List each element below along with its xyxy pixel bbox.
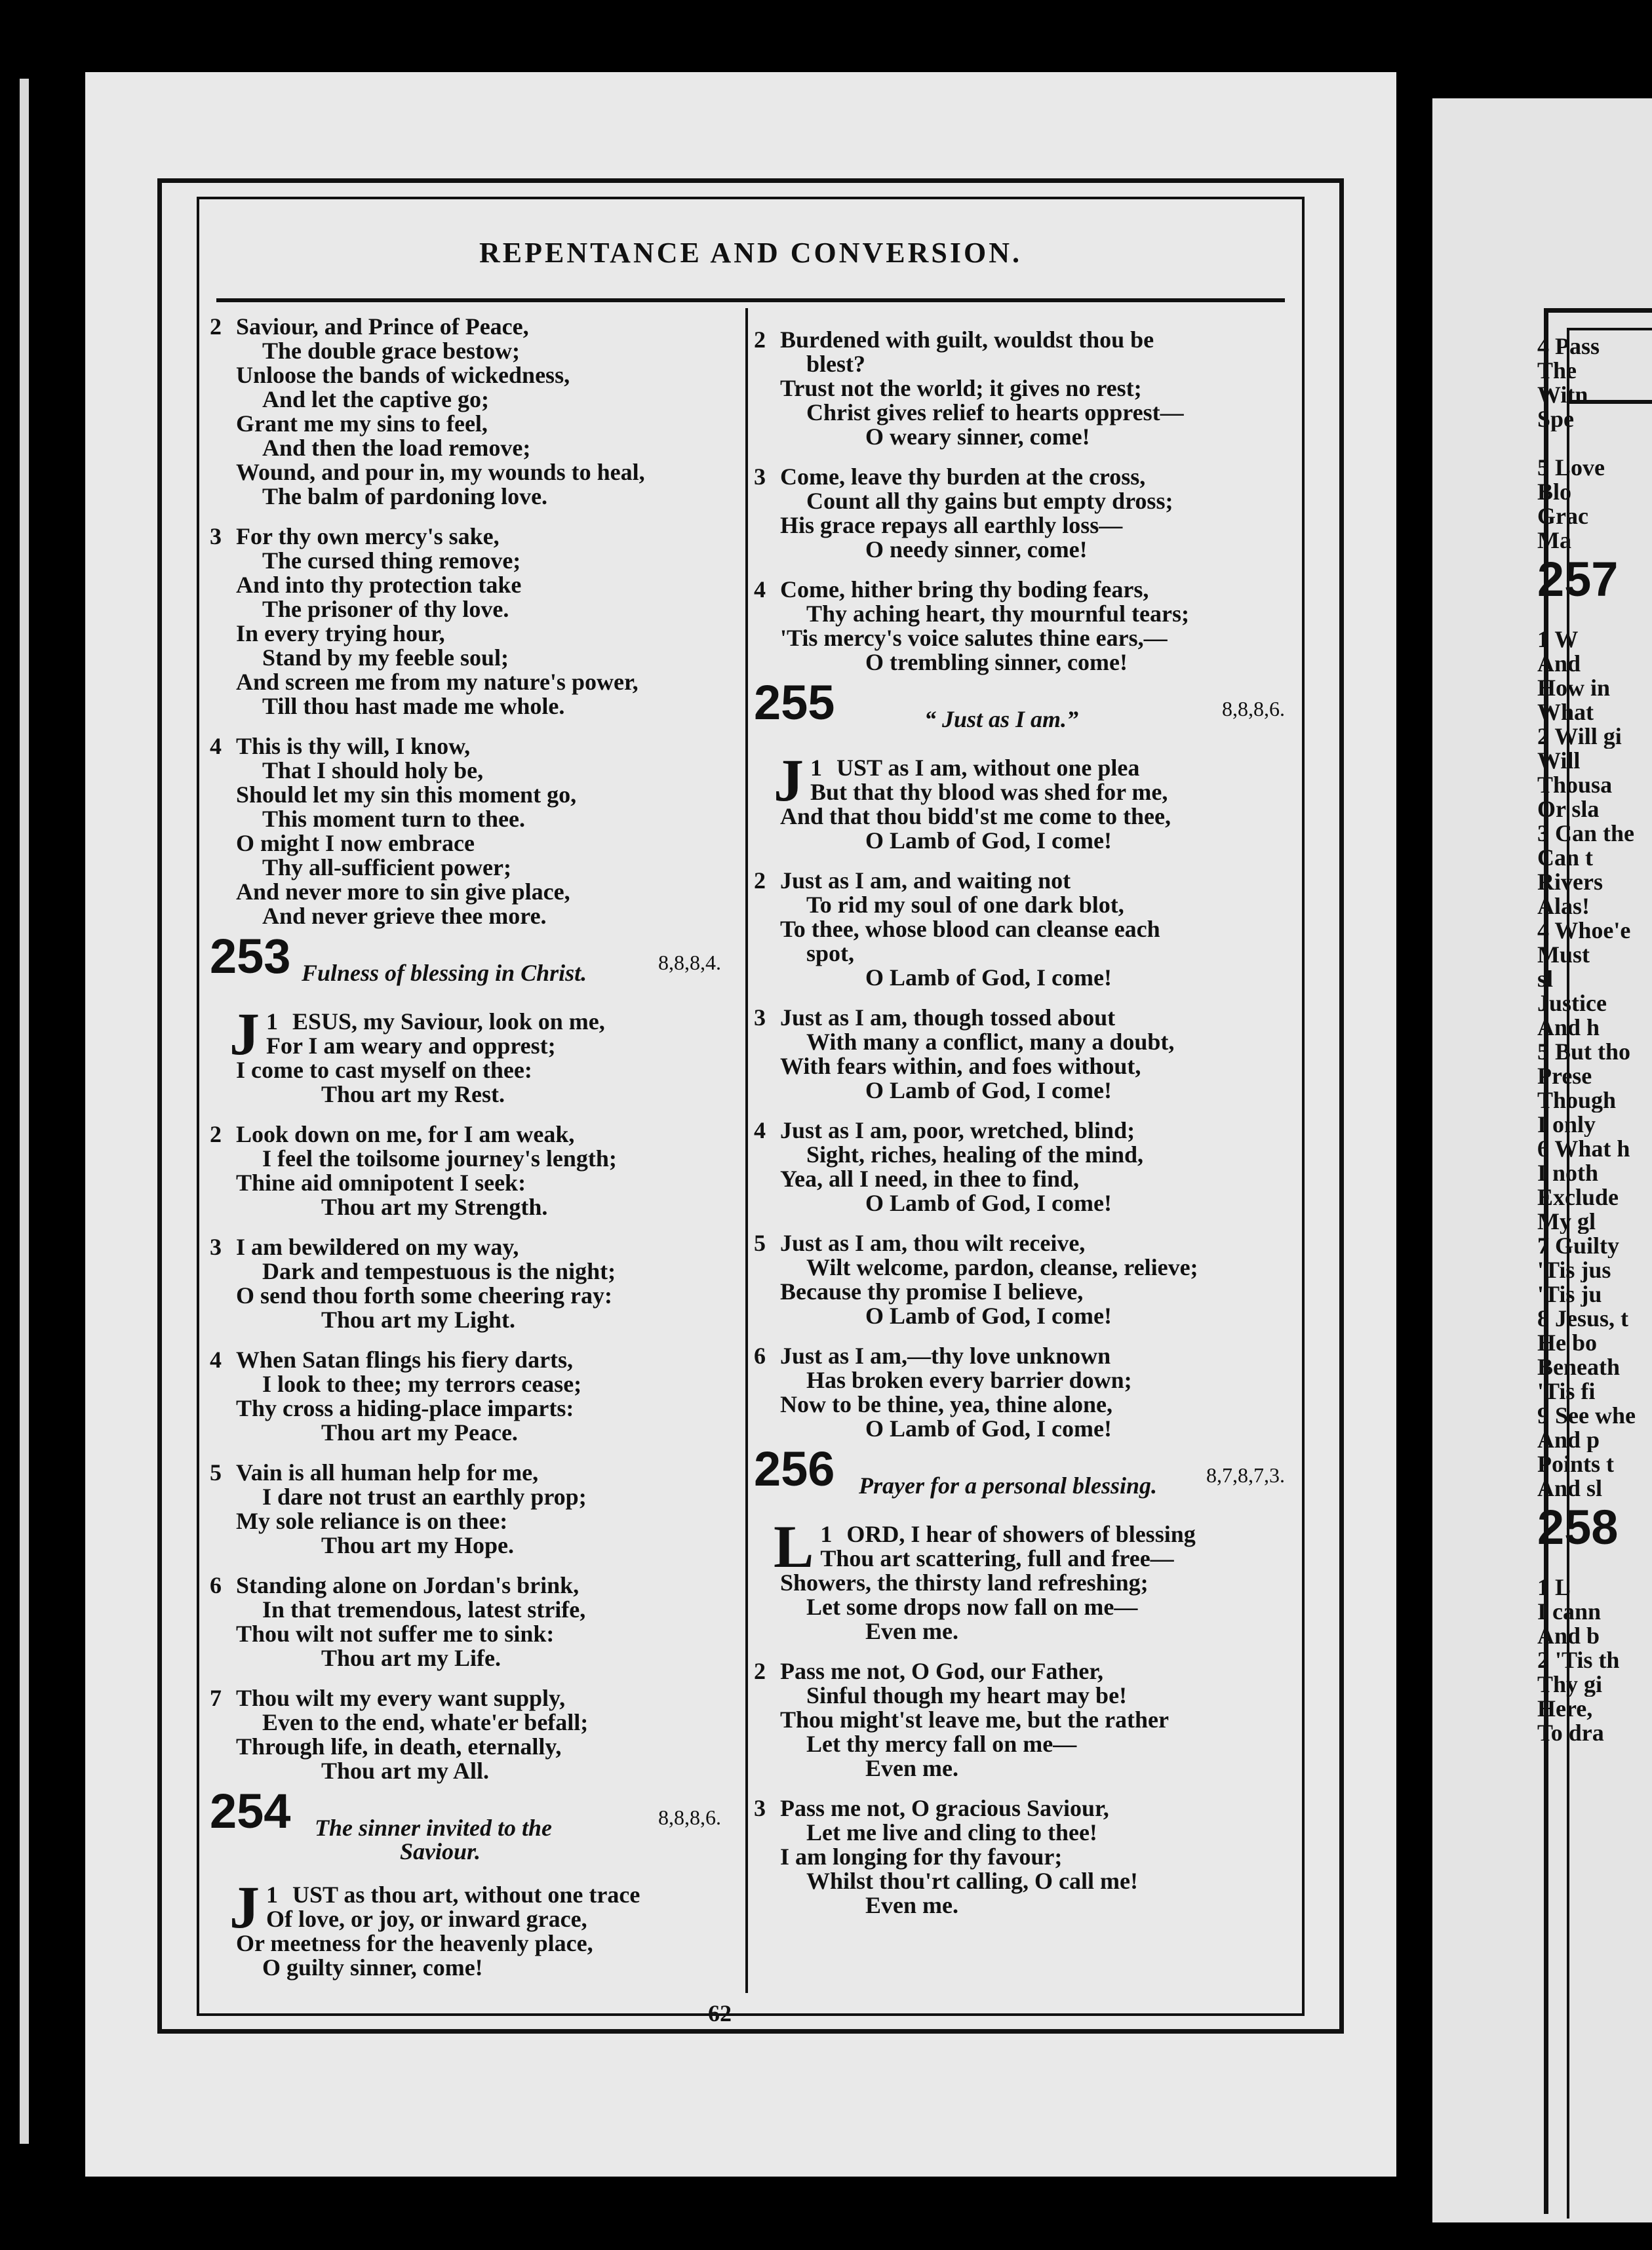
hymn-meter: 8,8,8,6. <box>1222 697 1285 720</box>
hymn-heading <box>210 1784 734 1871</box>
verse-number: 5 <box>754 1230 766 1256</box>
verse-line: 3 Pass me not, O gracious Saviour, <box>754 1795 1109 1821</box>
verse-line: O trembling sinner, come! <box>865 649 1128 675</box>
hymn-verse <box>210 734 734 928</box>
fragment-line: sl <box>1537 967 1554 991</box>
verse-line: O Lamb of God, I come! <box>865 1190 1112 1216</box>
verse-line: Showers, the thirsty land refreshing; <box>780 1569 1149 1596</box>
header-rule <box>216 298 1285 302</box>
fragment-line: 'Tis jus <box>1537 1258 1611 1282</box>
hymn-number: 258 <box>1537 1500 1619 1554</box>
verse-line: Through life, in death, eternally, <box>236 1733 562 1760</box>
verse-number: 7 <box>210 1685 222 1711</box>
fragment-line: What <box>1537 700 1594 724</box>
verse-line: Let some drops now fall on me— <box>806 1594 1138 1620</box>
verse-number: 3 <box>754 1795 766 1821</box>
verse-line: I am longing for thy favour; <box>780 1844 1063 1870</box>
verse-line: Count all thy gains but empty dross; <box>806 488 1173 514</box>
verse-line: To rid my soul of one dark blot, <box>806 892 1124 918</box>
verse-line: Dark and tempestuous is the night; <box>262 1258 616 1284</box>
hymn-verse <box>210 1461 734 1558</box>
verse-line: 5 Vain is all human help for me, <box>210 1459 539 1486</box>
verse-line: 1 J UST as thou art, without one trace <box>229 1874 640 1941</box>
verse-line: Thou might'st leave me, but the rather <box>780 1707 1169 1733</box>
verse-line: The balm of pardoning love. <box>262 483 548 509</box>
hymn-meter: 8,8,8,6. <box>658 1806 721 1829</box>
verse-line: In that tremendous, latest strife, <box>262 1596 586 1623</box>
verse-line: O Lamb of God, I come! <box>865 1303 1112 1329</box>
hymn-number: 253 <box>210 929 291 983</box>
fragment-line: 7 Guilty <box>1537 1234 1620 1258</box>
verse-number: 3 <box>210 523 222 549</box>
fragment-line: Thousa <box>1537 773 1613 797</box>
verse-line: Grant me my sins to feel, <box>236 410 488 437</box>
hymn-number: 255 <box>754 675 835 730</box>
verse-line: And then the load remove; <box>262 435 531 461</box>
verse-line: In every trying hour, <box>236 620 445 646</box>
verse-line: Whilst thou'rt calling, O call me! <box>806 1868 1138 1894</box>
film-edge <box>20 79 29 2144</box>
verse-number: 2 <box>754 1658 766 1684</box>
hymn-verse <box>754 1796 1298 1918</box>
verse-line: Because thy promise I believe, <box>780 1278 1084 1305</box>
hymn-number: 257 <box>1537 552 1619 606</box>
fragment-line: And b <box>1537 1624 1600 1648</box>
verse-line: 2 Saviour, and Prince of Peace, <box>210 313 529 340</box>
hymn-verse <box>754 465 1298 562</box>
verse-line: Of love, or joy, or inward grace, <box>266 1906 587 1932</box>
verse-line: Now to be thine, yea, thine alone, <box>780 1391 1112 1417</box>
fragment-line: My gl <box>1537 1210 1596 1234</box>
fragment-line: And p <box>1537 1428 1600 1452</box>
hymn-verse <box>754 1006 1298 1103</box>
verse-line: 4 Come, hither bring thy boding fears, <box>754 576 1149 602</box>
fragment-line: Alas! <box>1537 894 1590 918</box>
verse-line: 7 Thou wilt my every want supply, <box>210 1685 566 1711</box>
fragment-line: He bo <box>1537 1331 1598 1355</box>
verse-line: Thou art scattering, full and free— <box>820 1545 1174 1571</box>
verse-line: O might I now embrace <box>236 830 475 856</box>
verse-line: Thou art my Life. <box>321 1645 501 1671</box>
verse-line: Thou art my Hope. <box>321 1532 515 1558</box>
fragment-line: I only <box>1537 1113 1596 1137</box>
verse-number: 2 <box>754 326 766 353</box>
verse-line: With fears within, and foes without, <box>780 1053 1141 1079</box>
fragment-line: The <box>1537 359 1577 383</box>
verse-line: I feel the toilsome journey's length; <box>262 1145 617 1172</box>
verse-line: My sole reliance is on thee: <box>236 1508 508 1534</box>
drop-cap: L <box>774 1513 814 1580</box>
verse-line: O Lamb of God, I come! <box>865 964 1112 991</box>
verse-number: 4 <box>754 576 766 602</box>
fragment-line: Blo <box>1537 480 1572 504</box>
fragment-line: Can t <box>1537 846 1594 870</box>
verse-line: 3 For thy own mercy's sake, <box>210 523 500 549</box>
verse-line: Thou art my Strength. <box>321 1194 548 1220</box>
verse-line: Yea, all I need, in thee to find, <box>780 1166 1080 1192</box>
left-column <box>210 315 734 1996</box>
verse-line: For I am weary and opprest; <box>266 1033 556 1059</box>
fragment-line: Thy gi <box>1537 1672 1603 1697</box>
verse-line: 1 L ORD, I hear of showers of blessing <box>774 1513 1196 1580</box>
page-number: 62 <box>708 2000 732 2026</box>
verse-line: Wound, and pour in, my wounds to heal, <box>236 459 645 485</box>
hymn-verse <box>210 1122 734 1219</box>
verse-line: 4 Just as I am, poor, wretched, blind; <box>754 1117 1135 1143</box>
fragment-line: 3 Can the <box>1537 821 1635 846</box>
verse-line: 1 J UST as I am, without one plea <box>774 747 1140 814</box>
verse-line: Or meetness for the heavenly place, <box>236 1930 593 1956</box>
verse-line: 2 Just as I am, and waiting not <box>754 867 1071 894</box>
fragment-line: 8 Jesus, t <box>1537 1307 1629 1331</box>
hymn-title: Prayer for a personal blessing. <box>859 1472 1158 1499</box>
hymn-verse <box>210 1573 734 1670</box>
verse-line: Stand by my feeble soul; <box>262 644 509 671</box>
fragment-line: 1 W <box>1537 627 1579 652</box>
drop-cap: J <box>774 747 804 814</box>
fragment-line: 'Tis fi <box>1537 1379 1596 1404</box>
verse-line: 3 Just as I am, though tossed about <box>754 1004 1116 1031</box>
hymn-verse <box>754 747 1298 854</box>
fragment-line: Rivers <box>1537 870 1603 894</box>
verse-number: 2 <box>210 1121 222 1147</box>
verse-line: 1 J ESUS, my Saviour, look on me, <box>229 1000 605 1067</box>
verse-line: And into thy protection take <box>236 572 522 598</box>
verse-number: 1 <box>820 1521 833 1547</box>
hymn-verse <box>210 1686 734 1783</box>
verse-number: 3 <box>754 1004 766 1031</box>
fragment-line: Grac <box>1537 504 1588 528</box>
verse-line: And screen me from my nature's power, <box>236 669 639 695</box>
verse-number: 3 <box>210 1234 222 1260</box>
fragment-line: Must <box>1537 943 1590 967</box>
verse-number: 2 <box>754 867 766 894</box>
verse-line: Thou art my Peace. <box>321 1419 518 1446</box>
verse-line: Thou art my All. <box>321 1758 490 1784</box>
fragment-line: 1 L <box>1537 1575 1571 1600</box>
verse-line: And that thou bidd'st me come to thee, <box>780 803 1171 829</box>
fragment-line: 4 Whoe'e <box>1537 918 1631 943</box>
hymn-title: The sinner invited to the <box>315 1815 553 1841</box>
verse-number: 1 <box>266 1882 278 1908</box>
fragment-line: I cann <box>1537 1600 1602 1624</box>
right-column <box>754 328 1298 1933</box>
verse-line: His grace repays all earthly loss— <box>780 512 1123 538</box>
hymn-verse <box>754 328 1298 449</box>
drop-cap: J <box>229 1000 260 1067</box>
verse-number: 6 <box>210 1572 222 1598</box>
hymn-heading <box>754 675 1298 744</box>
verse-line: Thy aching heart, thy mournful tears; <box>806 601 1189 627</box>
verse-line: 2 Burdened with guilt, wouldst thou be <box>754 326 1154 353</box>
hymn-verse <box>754 1659 1298 1781</box>
hymn-title: “ Just as I am.” <box>924 706 1079 732</box>
hymn-verse <box>754 578 1298 675</box>
verse-line: Thy cross a hiding-place imparts: <box>236 1395 574 1421</box>
verse-line: Let me live and cling to thee! <box>806 1819 1097 1845</box>
verse-line: 3 I am bewildered on my way, <box>210 1234 519 1260</box>
hymn-verse <box>754 869 1298 990</box>
verse-line: O Lamb of God, I come! <box>865 1077 1112 1103</box>
verse-line: Even to the end, whate'er befall; <box>262 1709 589 1735</box>
verse-line: This moment turn to thee. <box>262 806 525 832</box>
hymn-meter: 8,7,8,7,3. <box>1206 1463 1285 1487</box>
verse-line: Thou wilt not suffer me to sink: <box>236 1621 555 1647</box>
hymn-verse <box>754 1118 1298 1215</box>
verse-line: Thou art my Rest. <box>321 1081 505 1107</box>
verse-line: spot, <box>806 940 855 966</box>
drop-cap: J <box>229 1874 260 1941</box>
verse-line: 'Tis mercy's voice salutes thine ears,— <box>780 625 1168 651</box>
verse-line: To thee, whose blood can cleanse each <box>780 916 1160 942</box>
fragment-line: I noth <box>1537 1161 1599 1185</box>
verse-line: Sight, riches, healing of the mind, <box>806 1141 1144 1168</box>
hymn-verse <box>210 1235 734 1332</box>
fragment-line: Points t <box>1537 1452 1614 1476</box>
fragment-line: Here, <box>1537 1697 1593 1721</box>
fragment-line: Exclude <box>1537 1185 1619 1210</box>
verse-number: 3 <box>754 464 766 490</box>
verse-line: O send thou forth some cheering ray: <box>236 1282 612 1309</box>
verse-line: O needy sinner, come! <box>865 536 1088 562</box>
verse-line: Trust not the world; it gives no rest; <box>780 375 1142 401</box>
verse-line: Thou art my Light. <box>321 1307 516 1333</box>
verse-line: Even me. <box>865 1618 958 1644</box>
verse-line: Let thy mercy fall on me— <box>806 1731 1077 1757</box>
fragment-line: Ma <box>1537 528 1571 553</box>
verse-line: Unloose the bands of wickedness, <box>236 362 570 388</box>
verse-line: And never grieve thee more. <box>262 903 547 929</box>
column-divider <box>745 308 748 1993</box>
verse-line: Till thou hast made me whole. <box>262 693 565 719</box>
fragment-line <box>1537 431 1652 456</box>
hymn-title-line2: Saviour. <box>400 1838 481 1865</box>
verse-line: 2 Look down on me, for I am weak, <box>210 1121 575 1147</box>
verse-line: 2 Pass me not, O God, our Father, <box>754 1658 1104 1684</box>
hymn-verse <box>210 1874 734 1981</box>
next-page-column <box>1537 334 1652 1745</box>
verse-line: With many a conflict, many a doubt, <box>806 1029 1175 1055</box>
verse-line: Thy all-sufficient power; <box>262 854 511 880</box>
fragment-line: 'Tis ju <box>1537 1282 1602 1307</box>
verse-line: Has broken every barrier down; <box>806 1367 1132 1393</box>
fragment-line: Though <box>1537 1088 1617 1113</box>
hymn-verse <box>754 1513 1298 1644</box>
fragment-line: 9 See whe <box>1537 1404 1636 1428</box>
fragment-line: 2 Will gi <box>1537 724 1622 749</box>
verse-line: The prisoner of thy love. <box>262 596 509 622</box>
hymn-verse <box>210 524 734 719</box>
verse-line: Sinful though my heart may be! <box>806 1682 1128 1708</box>
verse-line: But that thy blood was shed for me, <box>810 779 1168 805</box>
fragment-line: 4 Pass <box>1537 334 1600 359</box>
fragment-line: Justice <box>1537 991 1607 1016</box>
fragment-line: 6 What h <box>1537 1137 1630 1161</box>
fragment-line: And sl <box>1537 1476 1603 1501</box>
verse-line: 3 Come, leave thy burden at the cross, <box>754 464 1146 490</box>
fragment-line: To dra <box>1537 1721 1604 1745</box>
fragment-line: Or sla <box>1537 797 1600 821</box>
verse-number: 4 <box>754 1117 766 1143</box>
fragment-line: Witn <box>1537 383 1588 407</box>
hymn-meter: 8,8,8,4. <box>658 951 721 974</box>
verse-line: Wilt welcome, pardon, cleanse, relieve; <box>806 1254 1198 1280</box>
verse-number: 5 <box>210 1459 222 1486</box>
hymn-verse <box>754 1231 1298 1328</box>
verse-line: 4 This is thy will, I know, <box>210 733 471 759</box>
fragment-line: And h <box>1537 1016 1600 1040</box>
hymn-number: 254 <box>210 1784 291 1838</box>
fragment-line: Prese <box>1537 1064 1592 1088</box>
verse-number: 6 <box>754 1343 766 1369</box>
fragment-line: Spe <box>1537 407 1575 431</box>
verse-line: I look to thee; my terrors cease; <box>262 1371 582 1397</box>
hymn-heading <box>210 929 734 998</box>
verse-line: 5 Just as I am, thou wilt receive, <box>754 1230 1086 1256</box>
verse-number: 4 <box>210 733 222 759</box>
hymn-verse <box>210 1348 734 1445</box>
verse-line: Thine aid omnipotent I seek: <box>236 1170 526 1196</box>
verse-line: I dare not trust an earthly prop; <box>262 1484 587 1510</box>
hymn-title: Fulness of blessing in Christ. <box>302 960 587 986</box>
verse-line: O guilty sinner, come! <box>262 1954 483 1981</box>
running-header: REPENTANCE AND CONVERSION. <box>479 237 1023 269</box>
fragment-line: And <box>1537 652 1581 676</box>
hymn-number: 256 <box>754 1442 835 1496</box>
verse-number: 1 <box>810 755 822 781</box>
fragment-line: 5 But tho <box>1537 1040 1631 1064</box>
verse-line: 6 Standing alone on Jordan's brink, <box>210 1572 580 1598</box>
verse-line: O Lamb of God, I come! <box>865 827 1112 854</box>
verse-line: Even me. <box>865 1755 958 1781</box>
verse-number: 2 <box>210 313 222 340</box>
hymn-verse <box>210 315 734 509</box>
verse-line: And never more to sin give place, <box>236 878 570 905</box>
verse-line: blest? <box>806 351 865 377</box>
fragment-line: Will <box>1537 749 1581 773</box>
verse-line: The double grace bestow; <box>262 338 520 364</box>
verse-number: 1 <box>266 1008 278 1035</box>
verse-line: That I should holy be, <box>262 757 484 783</box>
verse-line: I come to cast myself on thee: <box>236 1057 532 1083</box>
fragment-line: Beneath <box>1537 1355 1620 1379</box>
hymn-heading <box>754 1442 1298 1510</box>
verse-line: O Lamb of God, I come! <box>865 1415 1112 1442</box>
verse-line: Even me. <box>865 1892 958 1918</box>
verse-line: O weary sinner, come! <box>865 424 1090 450</box>
verse-line: 4 When Satan flings his fiery darts, <box>210 1347 574 1373</box>
verse-line: Should let my sin this moment go, <box>236 781 577 808</box>
verse-line: Christ gives relief to hearts opprest— <box>806 399 1184 425</box>
fragment-line: How in <box>1537 676 1611 700</box>
hymn-verse <box>210 1000 734 1107</box>
fragment-line: 2 'Tis th <box>1537 1648 1620 1672</box>
hymn-verse <box>754 1344 1298 1441</box>
verse-line: 6 Just as I am,—thy love unknown <box>754 1343 1111 1369</box>
verse-line: The cursed thing remove; <box>262 547 521 574</box>
verse-number: 4 <box>210 1347 222 1373</box>
verse-line: And let the captive go; <box>262 386 489 412</box>
fragment-line: 5 Love <box>1537 456 1605 480</box>
